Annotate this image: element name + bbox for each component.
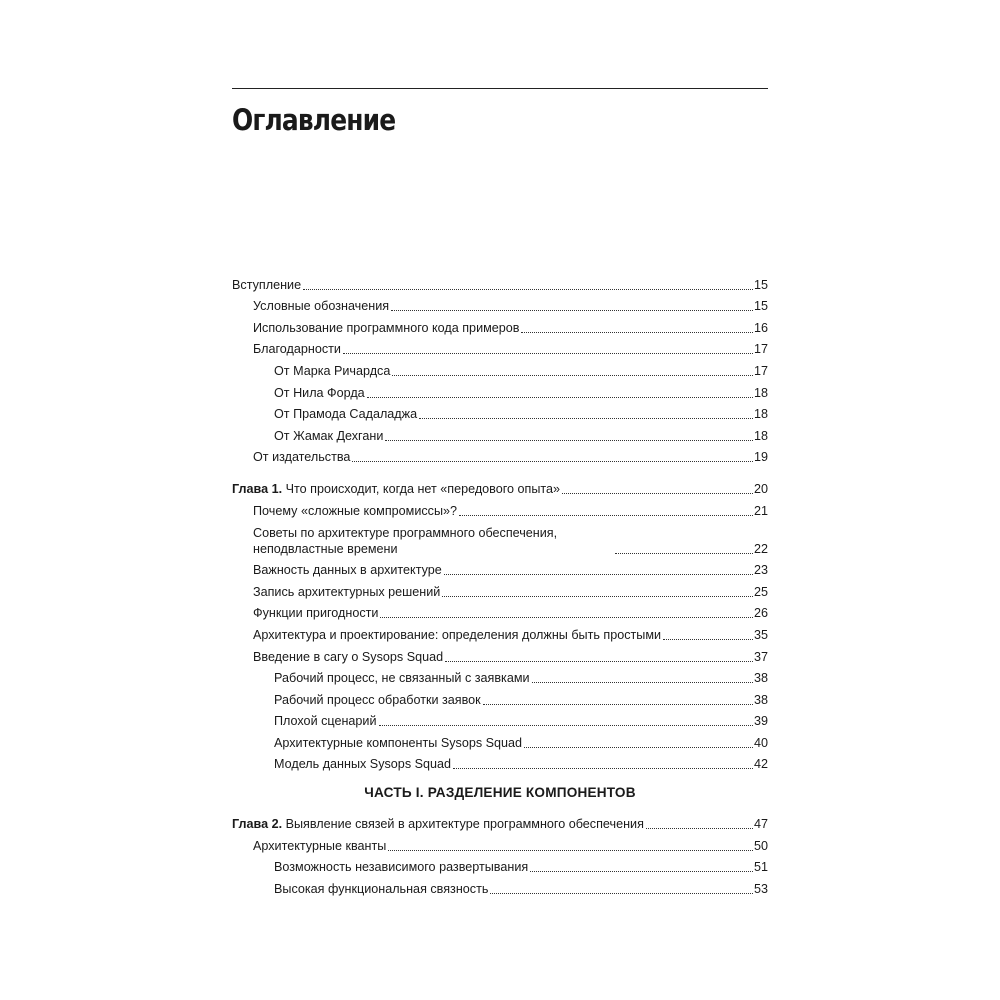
dot-leader: [530, 871, 753, 872]
toc-entry-title: Что происходит, когда нет «передового опыта»: [285, 481, 561, 496]
toc-entry-label: [232, 481, 560, 497]
toc-entry-title: Запись архитектурных решений: [253, 584, 441, 599]
page-number: 22: [753, 541, 768, 556]
toc-entry-label: [274, 881, 488, 897]
toc-entry-label: [274, 363, 390, 379]
page-number: 40: [753, 735, 768, 750]
top-rule: [232, 88, 768, 89]
toc-entry-title: Условные обозначения: [253, 299, 390, 314]
toc-entry-title: Советы по архитектуре программного обеспечения, неподвластные времени: [253, 525, 558, 556]
toc-entry[interactable]: [232, 729, 768, 751]
toc-entry-label: [274, 385, 365, 401]
toc-entry[interactable]: [232, 422, 768, 444]
toc-entry-title: Выявление связей в архитектуре программного обеспечения: [285, 817, 644, 832]
page-number: 23: [753, 563, 768, 578]
dot-leader: [385, 440, 753, 441]
dot-leader: [532, 682, 753, 683]
toc-entry-title: Плохой сценарий: [274, 714, 377, 729]
page-number: 25: [753, 584, 768, 599]
toc-entry-label: [253, 449, 350, 465]
page-number: 19: [753, 450, 768, 465]
toc-entry-title: Важность данных в архитектуре: [253, 563, 442, 578]
page-number: 17: [753, 342, 768, 357]
toc-entry-label: [253, 562, 442, 578]
dot-leader: [445, 661, 753, 662]
dot-leader: [391, 310, 753, 311]
toc-entry-title: Архитектура и проектирование: определения должны быть простыми: [253, 627, 662, 642]
page-number: 15: [753, 299, 768, 314]
part-heading: ЧАСТЬ I. РАЗДЕЛЕНИЕ КОМПОНЕНТОВ: [364, 785, 636, 801]
toc-entry-label: [253, 503, 457, 519]
toc-entry-label: [274, 406, 417, 422]
page-number: 42: [753, 757, 768, 772]
section-gap: [232, 465, 768, 475]
toc-entry[interactable]: [232, 357, 768, 379]
dot-leader: [303, 289, 753, 290]
page-number: 17: [753, 363, 768, 378]
page-number: 38: [753, 692, 768, 707]
toc-entry-title: Благодарности: [253, 342, 341, 357]
toc-entry-label: [253, 341, 341, 357]
table-of-contents: [232, 271, 768, 897]
dot-leader: [367, 397, 753, 398]
toc-entry[interactable]: [232, 708, 768, 730]
page-number: 50: [753, 838, 768, 853]
toc-entry[interactable]: [232, 271, 768, 293]
toc-entry-label: [274, 735, 522, 751]
dot-leader: [459, 515, 753, 516]
page-number: 38: [753, 671, 768, 686]
dot-leader: [388, 850, 753, 851]
toc-entry-label: [253, 605, 378, 621]
toc-entry-label: [253, 627, 661, 643]
toc-entry-label: [274, 756, 451, 772]
toc-entry[interactable]: [232, 600, 768, 622]
toc-entry[interactable]: [232, 497, 768, 519]
toc-entry-title: Архитектурные компоненты Sysops Squad: [274, 735, 523, 750]
toc-entry-label: [253, 298, 389, 314]
dot-leader: [490, 893, 753, 894]
toc-entry-label: [253, 649, 443, 665]
page-number: 21: [753, 503, 768, 518]
page-number: 37: [753, 649, 768, 664]
toc-entry[interactable]: [232, 519, 768, 557]
page-number: 20: [753, 481, 768, 496]
page-number: 47: [753, 817, 768, 832]
toc-entry[interactable]: [232, 854, 768, 876]
chapter-number: Глава 2.: [232, 817, 283, 832]
page-number: 18: [753, 385, 768, 400]
toc-entry-label: [274, 692, 481, 708]
toc-entry-label: [274, 428, 383, 444]
toc-entry[interactable]: [232, 665, 768, 687]
dot-leader: [392, 375, 753, 376]
toc-entry-label: [232, 277, 301, 293]
toc-entry-title: Вступление: [232, 277, 302, 292]
toc-entry-title: Модель данных Sysops Squad: [274, 757, 452, 772]
toc-entry-title: От издательства: [253, 450, 351, 465]
toc-entry[interactable]: [232, 751, 768, 773]
toc-entry[interactable]: [232, 444, 768, 466]
dot-leader: [380, 617, 753, 618]
dot-leader: [419, 418, 753, 419]
toc-entry[interactable]: [232, 621, 768, 643]
toc-entry[interactable]: [232, 475, 768, 497]
toc-entry[interactable]: [232, 557, 768, 579]
page-number: 18: [753, 428, 768, 443]
toc-entry-label: [253, 584, 440, 600]
toc-entry-title: Введение в сагу о Sysops Squad: [253, 649, 444, 664]
toc-entry-label: [232, 816, 644, 832]
dot-leader: [343, 353, 753, 354]
chapter-number: Глава 1.: [232, 481, 283, 496]
toc-entry-title: От Жамак Дехгани: [274, 428, 384, 443]
toc-entry[interactable]: [232, 643, 768, 665]
page-number: 35: [753, 627, 768, 642]
toc-entry-title: Функции пригодности: [253, 606, 379, 621]
toc-entry-label: [253, 525, 613, 557]
toc-entry[interactable]: [232, 875, 768, 897]
toc-entry-label: [253, 320, 519, 336]
page-number: 26: [753, 606, 768, 621]
page-number: 53: [753, 881, 768, 896]
toc-entry-title: Использование программного кода примеров: [253, 320, 520, 335]
toc-entry[interactable]: [232, 578, 768, 600]
dot-leader: [379, 725, 753, 726]
toc-entry[interactable]: [232, 401, 768, 423]
dot-leader: [663, 639, 753, 640]
dot-leader: [646, 828, 753, 829]
dot-leader: [444, 574, 753, 575]
dot-leader: [352, 461, 753, 462]
toc-entry[interactable]: [232, 379, 768, 401]
toc-entry-label: [274, 859, 528, 875]
page-number: 39: [753, 714, 768, 729]
dot-leader: [453, 768, 753, 769]
toc-entry-title: Возможность независимого развертывания: [274, 860, 529, 875]
toc-entry[interactable]: [232, 293, 768, 315]
page-number: 16: [753, 320, 768, 335]
toc-entry-title: От Марка Ричардса: [274, 363, 391, 378]
dot-leader: [615, 553, 753, 554]
page-number: 51: [753, 860, 768, 875]
dot-leader: [442, 596, 753, 597]
toc-entry[interactable]: [232, 810, 768, 832]
dot-leader: [521, 332, 753, 333]
toc-entry-title: Рабочий процесс обработки заявок: [274, 692, 481, 707]
dot-leader: [562, 493, 753, 494]
toc-entry[interactable]: [232, 686, 768, 708]
page-number: 15: [753, 277, 768, 292]
toc-entry-title: Архитектурные кванты: [253, 838, 387, 853]
toc-entry-label: [274, 670, 530, 686]
dot-leader: [524, 747, 753, 748]
toc-entry-title: От Нила Форда: [274, 385, 365, 400]
toc-entry[interactable]: [232, 314, 768, 336]
toc-entry-label: [274, 713, 377, 729]
toc-entry-title: Высокая функциональная связность: [274, 881, 489, 896]
toc-entry[interactable]: [232, 832, 768, 854]
page-title: Оглавление: [232, 103, 396, 137]
toc-entry-title: От Прамода Садаладжа: [274, 407, 418, 422]
toc-entry-title: Рабочий процесс, не связанный с заявками: [274, 671, 530, 686]
toc-entry-label: [253, 838, 386, 854]
toc-entry-title: Почему «сложные компромиссы»?: [253, 503, 458, 518]
dot-leader: [483, 704, 753, 705]
toc-entry[interactable]: [232, 336, 768, 358]
page-number: 18: [753, 407, 768, 422]
